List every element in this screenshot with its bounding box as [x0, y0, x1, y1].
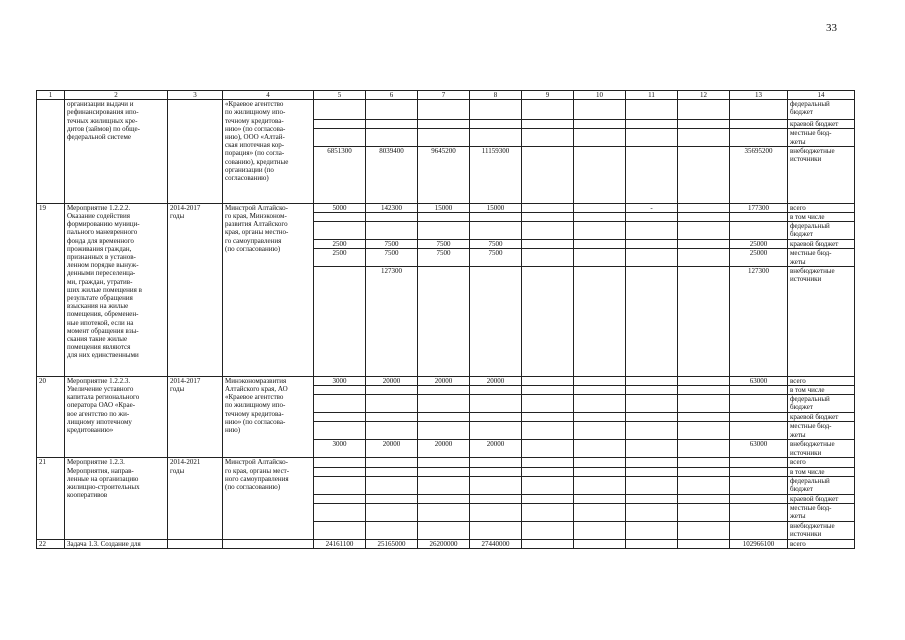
amount-2017-cell [470, 467, 522, 476]
executor-cell: Минстрой Алтайско- го края, Минэконом- развития Алтайского края, органы местно- го самоуправления (по согласованию) [223, 203, 314, 376]
row-number-cell [37, 100, 65, 204]
amount-2018-cell [522, 129, 574, 146]
amount-2014-cell: 2500 [314, 249, 366, 266]
amount-2019-cell [574, 376, 626, 385]
amount-2015-cell [366, 522, 418, 540]
amount-2017-cell [470, 522, 522, 540]
amount-2019-cell [574, 213, 626, 222]
amount-2014-cell [314, 395, 366, 413]
funding-source-cell: в том числе [788, 467, 855, 476]
amount-2018-cell [522, 266, 574, 376]
amount-2015-cell: 142300 [366, 203, 418, 212]
amount-2017-cell [470, 458, 522, 467]
amount-2019-cell [574, 395, 626, 413]
row-number-cell: 21 [37, 458, 65, 540]
amount-2016-cell: 15000 [418, 203, 470, 212]
amount-2015-cell: 8039400 [366, 146, 418, 203]
amount-2016-cell [418, 266, 470, 376]
amount-2021-cell [678, 120, 730, 129]
amount-2018-cell [522, 120, 574, 129]
amount-2020-cell [626, 386, 678, 395]
amount-2021-cell [678, 266, 730, 376]
amount-2015-cell: 20000 [366, 440, 418, 458]
amount-2018-cell [522, 476, 574, 494]
amount-2020-cell [626, 422, 678, 440]
amount-2018-cell [522, 203, 574, 212]
column-number-cell: 12 [678, 91, 730, 100]
amount-2019-cell [574, 522, 626, 540]
amount-2019-cell [574, 540, 626, 549]
measure-name-cell: Мероприятие 1.2.3. Мероприятия, направ- ленные на организацию жилищно-строительных кооперативов [65, 458, 168, 540]
column-number-cell: 4 [223, 91, 314, 100]
amount-2021-cell [678, 522, 730, 540]
amount-2019-cell [574, 222, 626, 240]
amount-2014-cell [314, 494, 366, 503]
amount-2015-cell [366, 129, 418, 146]
amount-2020-cell [626, 222, 678, 240]
amount-2018-cell [522, 249, 574, 266]
amount-2020-cell [626, 100, 678, 120]
funding-source-cell: внебюджетные источники [788, 522, 855, 540]
amount-total-cell [730, 120, 788, 129]
amount-2020-cell [626, 376, 678, 385]
amount-2015-cell [366, 222, 418, 240]
amount-total-cell [730, 395, 788, 413]
table-row [37, 100, 855, 120]
amount-2018-cell [522, 440, 574, 458]
amount-total-cell [730, 100, 788, 120]
table-row [37, 376, 855, 385]
amount-2016-cell [418, 504, 470, 522]
amount-2020-cell [626, 494, 678, 503]
amount-2016-cell [418, 467, 470, 476]
amount-2015-cell: 127300 [366, 266, 418, 376]
amount-2018-cell [522, 504, 574, 522]
amount-2018-cell [522, 494, 574, 503]
amount-2014-cell [314, 476, 366, 494]
amount-2017-cell [470, 386, 522, 395]
column-number-cell: 10 [574, 91, 626, 100]
amount-2014-cell [314, 522, 366, 540]
measure-name-cell: Задача 1.3. Создание для [65, 540, 168, 549]
executor-cell [223, 540, 314, 549]
amount-2017-cell: 15000 [470, 203, 522, 212]
amount-2014-cell [314, 100, 366, 120]
amount-2020-cell [626, 476, 678, 494]
amount-2020-cell [626, 240, 678, 249]
amount-2017-cell: 20000 [470, 376, 522, 385]
amount-2014-cell [314, 504, 366, 522]
implementation-years-cell: 2014-2017 годы [168, 376, 223, 458]
amount-2016-cell [418, 100, 470, 120]
amount-2016-cell: 7500 [418, 240, 470, 249]
funding-source-cell: краевой бюджет [788, 120, 855, 129]
amount-2014-cell [314, 129, 366, 146]
amount-2021-cell [678, 467, 730, 476]
amount-2020-cell [626, 249, 678, 266]
column-number-row [37, 91, 855, 100]
amount-2015-cell [366, 476, 418, 494]
amount-2021-cell [678, 422, 730, 440]
column-number-cell: 11 [626, 91, 678, 100]
amount-2019-cell [574, 476, 626, 494]
amount-2016-cell [418, 120, 470, 129]
amount-total-cell: 127300 [730, 266, 788, 376]
amount-2016-cell [418, 458, 470, 467]
amount-2019-cell [574, 120, 626, 129]
amount-2015-cell: 25165000 [366, 540, 418, 549]
amount-2016-cell [418, 413, 470, 422]
amount-2020-cell [626, 146, 678, 203]
amount-2018-cell [522, 146, 574, 203]
amount-2019-cell [574, 203, 626, 212]
amount-2016-cell [418, 129, 470, 146]
amount-2018-cell [522, 422, 574, 440]
amount-2021-cell [678, 504, 730, 522]
implementation-years-cell [168, 100, 223, 204]
amount-2015-cell [366, 395, 418, 413]
budget-table [36, 90, 855, 549]
amount-2016-cell [418, 494, 470, 503]
amount-2017-cell: 7500 [470, 249, 522, 266]
amount-2018-cell [522, 395, 574, 413]
amount-2015-cell [366, 467, 418, 476]
amount-2020-cell [626, 120, 678, 129]
amount-2016-cell: 26200000 [418, 540, 470, 549]
amount-total-cell [730, 386, 788, 395]
amount-2014-cell: 3000 [314, 440, 366, 458]
amount-2019-cell [574, 240, 626, 249]
amount-2016-cell: 20000 [418, 440, 470, 458]
executor-cell: Минстрой Алтайско- го края, органы мест- ного самоуправления (по согласованию) [223, 458, 314, 540]
amount-2017-cell [470, 476, 522, 494]
funding-source-cell: местные бюд- жеты [788, 249, 855, 266]
amount-2021-cell [678, 100, 730, 120]
amount-2017-cell [470, 100, 522, 120]
amount-2020-cell [626, 129, 678, 146]
table-row [37, 458, 855, 467]
column-number-cell: 8 [470, 91, 522, 100]
funding-source-cell: федеральный бюджет [788, 222, 855, 240]
amount-2016-cell [418, 422, 470, 440]
amount-total-cell [730, 467, 788, 476]
amount-2019-cell [574, 494, 626, 503]
amount-2017-cell [470, 395, 522, 413]
executor-cell: Минэкономразвития Алтайского края, АО «Краевое агентство по жилищному ипо- течному кредитова- нию» (по согласова- нию) [223, 376, 314, 458]
amount-2020-cell [626, 213, 678, 222]
amount-2018-cell [522, 222, 574, 240]
amount-2017-cell [470, 413, 522, 422]
funding-source-cell: краевой бюджет [788, 240, 855, 249]
amount-2015-cell [366, 120, 418, 129]
amount-2019-cell [574, 146, 626, 203]
amount-2019-cell [574, 422, 626, 440]
implementation-years-cell: 2014-2021 годы [168, 458, 223, 540]
amount-total-cell [730, 222, 788, 240]
amount-2017-cell: 11159300 [470, 146, 522, 203]
amount-2020-cell: - [626, 203, 678, 212]
amount-2020-cell [626, 413, 678, 422]
amount-2019-cell [574, 458, 626, 467]
column-number-cell: 2 [65, 91, 168, 100]
amount-2015-cell [366, 213, 418, 222]
column-number-cell: 3 [168, 91, 223, 100]
amount-2014-cell: 24161100 [314, 540, 366, 549]
column-number-cell: 6 [366, 91, 418, 100]
amount-2019-cell [574, 100, 626, 120]
amount-2015-cell [366, 413, 418, 422]
table-body [37, 91, 855, 549]
amount-2019-cell [574, 413, 626, 422]
amount-2015-cell [366, 494, 418, 503]
amount-2018-cell [522, 213, 574, 222]
amount-total-cell: 177300 [730, 203, 788, 212]
amount-2021-cell [678, 203, 730, 212]
table-row [37, 203, 855, 212]
amount-2016-cell [418, 213, 470, 222]
amount-total-cell [730, 413, 788, 422]
amount-total-cell [730, 522, 788, 540]
amount-total-cell: 25000 [730, 249, 788, 266]
amount-2014-cell [314, 467, 366, 476]
amount-total-cell [730, 476, 788, 494]
amount-2021-cell [678, 440, 730, 458]
funding-source-cell: внебюджетные источники [788, 266, 855, 376]
row-number-cell: 20 [37, 376, 65, 458]
funding-source-cell: всего [788, 376, 855, 385]
funding-source-cell: федеральный бюджет [788, 476, 855, 494]
amount-2015-cell: 7500 [366, 249, 418, 266]
amount-2021-cell [678, 395, 730, 413]
amount-2020-cell [626, 458, 678, 467]
amount-2018-cell [522, 413, 574, 422]
amount-2020-cell [626, 266, 678, 376]
funding-source-cell: всего [788, 458, 855, 467]
amount-2014-cell: 3000 [314, 376, 366, 385]
amount-total-cell [730, 504, 788, 522]
amount-2015-cell [366, 422, 418, 440]
column-number-cell: 14 [788, 91, 855, 100]
amount-2021-cell [678, 458, 730, 467]
row-number-cell: 22 [37, 540, 65, 549]
amount-2021-cell [678, 476, 730, 494]
row-number-cell: 19 [37, 203, 65, 376]
funding-source-cell: в том числе [788, 386, 855, 395]
amount-2019-cell [574, 266, 626, 376]
amount-2019-cell [574, 249, 626, 266]
amount-2018-cell [522, 458, 574, 467]
amount-total-cell: 63000 [730, 440, 788, 458]
amount-2021-cell [678, 376, 730, 385]
funding-source-cell: местные бюд- жеты [788, 129, 855, 146]
amount-2017-cell [470, 504, 522, 522]
amount-2018-cell [522, 467, 574, 476]
amount-2018-cell [522, 386, 574, 395]
amount-2021-cell [678, 146, 730, 203]
column-number-cell: 5 [314, 91, 366, 100]
amount-2020-cell [626, 504, 678, 522]
amount-2017-cell [470, 422, 522, 440]
column-number-cell: 7 [418, 91, 470, 100]
amount-total-cell [730, 129, 788, 146]
amount-2014-cell: 2500 [314, 240, 366, 249]
amount-2014-cell [314, 213, 366, 222]
funding-source-cell: внебюджетные источники [788, 146, 855, 203]
amount-2021-cell [678, 129, 730, 146]
amount-2021-cell [678, 413, 730, 422]
amount-2021-cell [678, 386, 730, 395]
amount-2016-cell: 9645200 [418, 146, 470, 203]
column-number-cell: 1 [37, 91, 65, 100]
amount-2021-cell [678, 222, 730, 240]
amount-2017-cell [470, 120, 522, 129]
amount-2016-cell [418, 386, 470, 395]
amount-2015-cell [366, 504, 418, 522]
amount-2015-cell: 20000 [366, 376, 418, 385]
amount-2019-cell [574, 504, 626, 522]
amount-2017-cell [470, 222, 522, 240]
amount-2018-cell [522, 376, 574, 385]
amount-total-cell: 63000 [730, 376, 788, 385]
column-number-cell: 13 [730, 91, 788, 100]
amount-2017-cell: 20000 [470, 440, 522, 458]
funding-source-cell: федеральный бюджет [788, 100, 855, 120]
amount-2014-cell [314, 386, 366, 395]
measure-name-cell: Мероприятие 1.2.2.2. Оказание содействия формированию муници- пального маневренного фонда для временного проживания граждан, признанных в установ- ленном порядке вынуж- денными переселенца- ми, граждан, утратив- ших жилые помещения в результате обращения взыскания на жилые помещения, обременен- ные ипотекой, если на момент обращения взы- скания такие жилые помещения являются для них единственными [65, 203, 168, 376]
amount-2014-cell: 5000 [314, 203, 366, 212]
amount-total-cell [730, 494, 788, 503]
amount-2018-cell [522, 522, 574, 540]
amount-2016-cell [418, 522, 470, 540]
amount-2016-cell [418, 395, 470, 413]
table-row [37, 540, 855, 549]
amount-2014-cell [314, 458, 366, 467]
amount-total-cell [730, 458, 788, 467]
amount-2019-cell [574, 386, 626, 395]
amount-2014-cell [314, 422, 366, 440]
amount-2019-cell [574, 440, 626, 458]
amount-2014-cell [314, 266, 366, 376]
amount-2017-cell [470, 266, 522, 376]
amount-total-cell: 25000 [730, 240, 788, 249]
measure-name-cell: Мероприятие 1.2.2.3. Увеличение уставного капитала регионального оператора ОАО «Крае- вое агентство по жи- лищному ипотечному кредитованию» [65, 376, 168, 458]
amount-2021-cell [678, 494, 730, 503]
amount-2021-cell [678, 540, 730, 549]
amount-2020-cell [626, 522, 678, 540]
amount-2015-cell [366, 458, 418, 467]
amount-2017-cell: 27440000 [470, 540, 522, 549]
amount-2021-cell [678, 249, 730, 266]
funding-source-cell: внебюджетные источники [788, 440, 855, 458]
funding-source-cell: местные бюд- жеты [788, 422, 855, 440]
amount-2015-cell: 7500 [366, 240, 418, 249]
amount-2014-cell: 6851300 [314, 146, 366, 203]
amount-2016-cell: 7500 [418, 249, 470, 266]
implementation-years-cell [168, 540, 223, 549]
funding-source-cell: в том числе [788, 213, 855, 222]
amount-2014-cell [314, 413, 366, 422]
amount-total-cell: 35695200 [730, 146, 788, 203]
amount-2019-cell [574, 467, 626, 476]
amount-2021-cell [678, 213, 730, 222]
page-number: 33 [826, 22, 837, 34]
amount-2020-cell [626, 467, 678, 476]
amount-2016-cell: 20000 [418, 376, 470, 385]
amount-2018-cell [522, 240, 574, 249]
amount-2015-cell [366, 100, 418, 120]
amount-total-cell [730, 422, 788, 440]
amount-2020-cell [626, 440, 678, 458]
funding-source-cell: местные бюд- жеты [788, 504, 855, 522]
amount-total-cell [730, 213, 788, 222]
measure-name-cell: организации выдачи и рефинансирования ипо- течных жилищных кре- дитов (займов) по обще- федеральной системе [65, 100, 168, 204]
funding-source-cell: краевой бюджет [788, 413, 855, 422]
amount-2018-cell [522, 540, 574, 549]
column-number-cell: 9 [522, 91, 574, 100]
amount-2018-cell [522, 100, 574, 120]
funding-source-cell: всего [788, 540, 855, 549]
amount-2014-cell [314, 222, 366, 240]
amount-2017-cell: 7500 [470, 240, 522, 249]
amount-2019-cell [574, 129, 626, 146]
amount-2016-cell [418, 476, 470, 494]
amount-2017-cell [470, 129, 522, 146]
funding-source-cell: федеральный бюджет [788, 395, 855, 413]
amount-2016-cell [418, 222, 470, 240]
implementation-years-cell: 2014-2017 годы [168, 203, 223, 376]
amount-total-cell: 102966100 [730, 540, 788, 549]
amount-2015-cell [366, 386, 418, 395]
amount-2014-cell [314, 120, 366, 129]
amount-2020-cell [626, 540, 678, 549]
amount-2017-cell [470, 494, 522, 503]
amount-2021-cell [678, 240, 730, 249]
executor-cell: «Краевое агентство по жилищному ипо- течному кредитова- нию» (по согласова- нию), ООО «Алтай- ская ипотечная кор- порация» (по согла- сованию), кредитные организации (по согласованию) [223, 100, 314, 204]
funding-source-cell: всего [788, 203, 855, 212]
amount-2020-cell [626, 395, 678, 413]
amount-2017-cell [470, 213, 522, 222]
funding-source-cell: краевой бюджет [788, 494, 855, 503]
